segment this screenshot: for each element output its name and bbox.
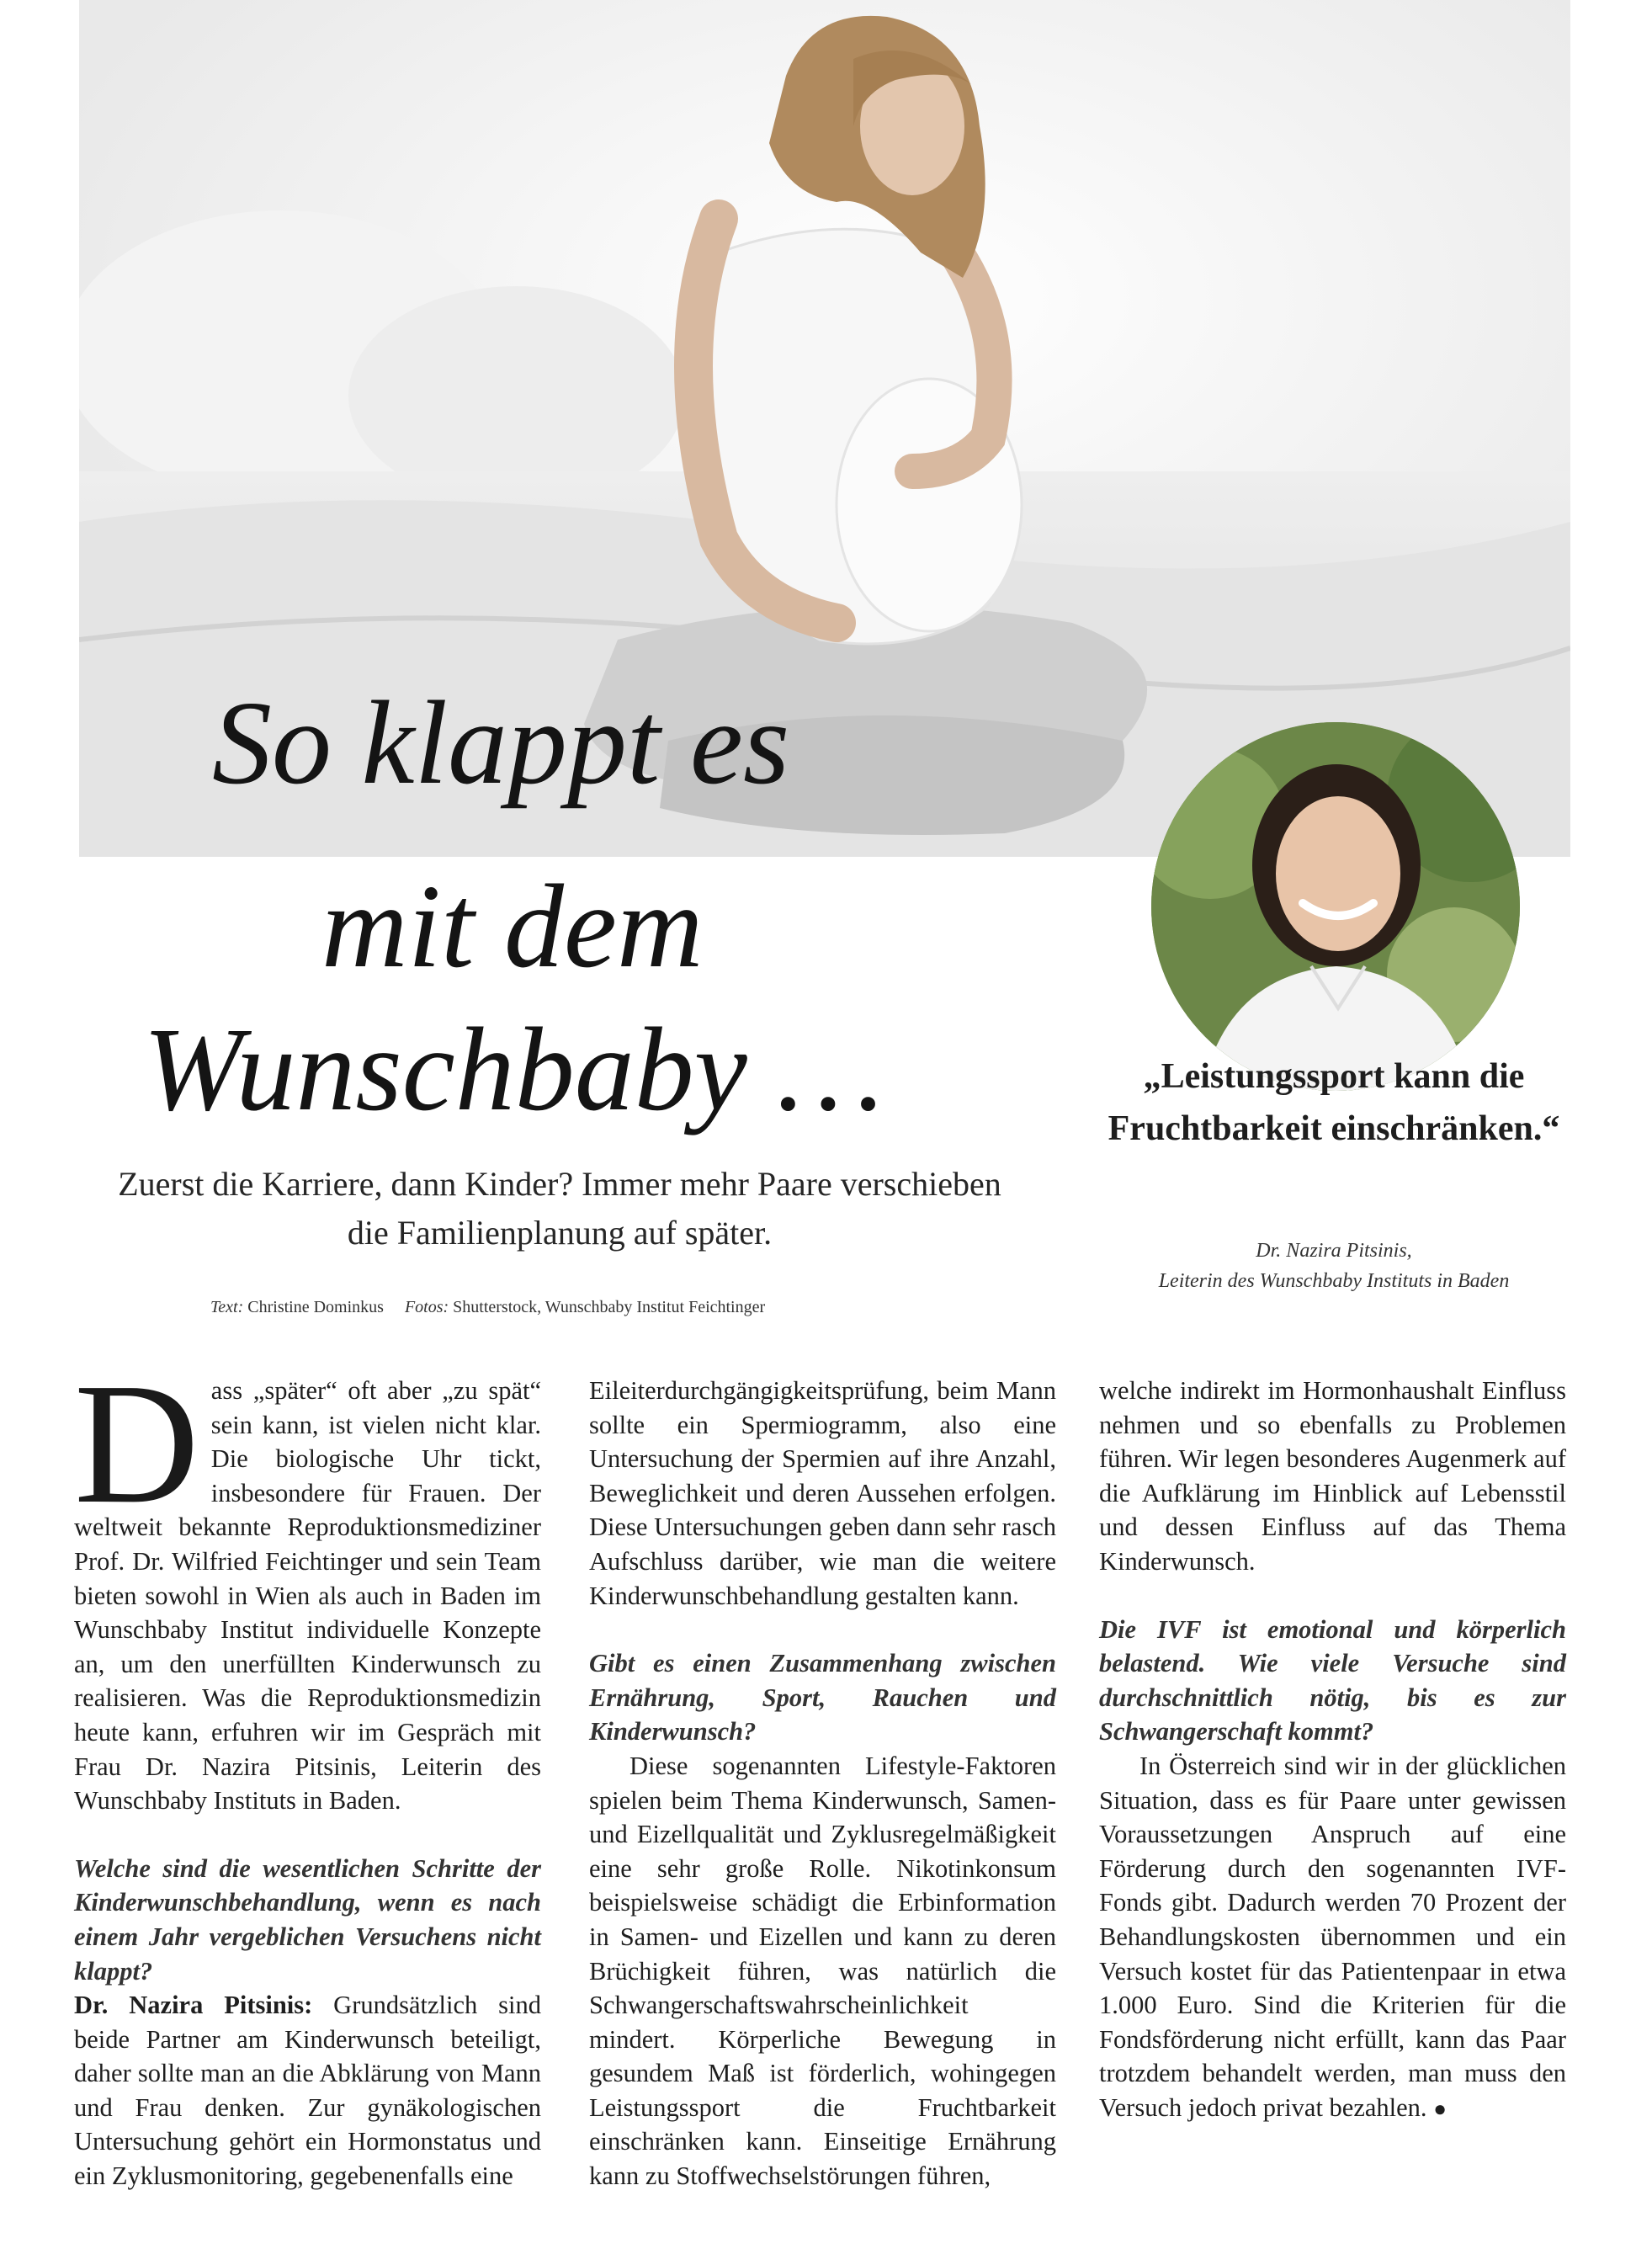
intro-text: ass „später“ oft aber „zu spät“ sein kann, ist vielen nicht klar. Die biologische Uhr tickt, insbesondere für Frauen. Der weltweit bekannte Reproduktionsmediziner Prof. Dr. Wilfried Feichtinger und sein Team bieten sowohl in Wien als auch in Baden im Wunschbaby Institut individuelle Konzepte an, um den unerfüllten Kinderwunsch zu realisieren. Was die Reproduktionsmedizin heute kann, erfuhren wir im Gespräch mit Frau Dr. Nazira Pitsinis, Leiterin des Wunschbaby Instituts in Baden. [74,1376,541,1816]
answer-1-continued [589,1374,1056,1613]
question-2: Gibt es einen Zusammenhang zwischen Ernährung, Sport, Rauchen und Kinderwunsch? [589,1649,1056,1747]
pull-quote: „Leistungssport kann die Fruchtbarkeit einschränken.“ [1108,1057,1560,1148]
answer-3 [1099,1749,1566,2127]
answer-2-continued: welche indirekt im Hormonhaushalt Einfluss nehmen und so ebenfalls zu Problemen führen. Wir legen besonderes Augenmerk auf die Aufklärung im Hinblick auf Lebensstil und dessen Einfluss auf das Thema Kinderwunsch. [1099,1376,1566,1576]
question-1: Welche sind die wesentlichen Schritte der Kinderwunschbehandlung, wenn es nach einem Jahr vergeblichen Versuchens nicht klappt? [74,1853,541,1986]
answer-3-text: In Österreich sind wir in der glücklichen Situation, dass es für Paare unter gewissen Voraussetzungen Anspruch auf eine Förderung durch den sogenannten IVF-Fonds gibt. Dadurch werden 70 Prozent der Behandlungskosten übernommen und ein Versuch kostet für das Patientenpaar in etwa 1.000 Euro. Sind die Kriterien für die Fondsförderung nicht erfüllt, kann das Paar trotzdem behandelt werden, man muss den Versuch jedoch privat bezahlen. [1099,1751,1566,2122]
credits-photos-value: Shutterstock, Wunschbaby Institut Feichtinger [453,1298,766,1316]
portrait-photo [1151,722,1520,1091]
quote-author-role: Leiterin des Wunschbaby Instituts in Baden [1158,1270,1510,1292]
article-intro [74,1347,541,1818]
drop-cap: D [74,1347,199,1539]
credits-photos-label: Fotos: [404,1298,449,1316]
answer-1-text: Grundsätzlich sind beide Partner am Kinderwunsch beteiligt, daher sollte man an die Abklärung von Mann und Frau denken. Zur gynäkologischen Untersuchung gehört ein Hormonstatus und ein Zyklusmonitoring, gegebenenfalls eine [74,1991,541,2191]
credits-text-label: Text: [210,1298,244,1316]
article-column-3 [1099,1374,1566,2126]
quote-author: Dr. Nazira Pitsinis, [1256,1240,1412,1262]
quote-attribution [1094,1236,1574,1296]
headline-line-2: mit dem [321,859,704,992]
credits-text-value: Christine Dominkus [247,1298,384,1316]
answer-1-start [74,1988,541,2193]
doctor-portrait-illustration [1151,722,1520,1091]
answer-2-text: Diese sogenannten Lifestyle-Faktoren spielen beim Thema Kinderwunsch, Samen- und Eizellqualität und Zyklusregelmäßigkeit eine sehr große Rolle. Nikotinkonsum beispielsweise schädigt die Erbinformation in Samen- und Eizellen und kann zu deren Brüchigkeit führen, was natürlich die Schwangerschaftswahrscheinlichkeit mindert. Körperliche Bewegung in gesundem Maß ist förderlich, wohingegen Leistungssport die Fruchtbarkeit einschränken kann. Einseitige Ernährung kann zu Stoffwechselstörungen führen, [589,1751,1056,2191]
answer-1-speaker: Dr. Nazira Pitsinis: [74,1991,313,2020]
answer-1-continued-text: Eileiterdurchgängigkeitsprüfung, beim Mann sollte ein Spermiogramm, also eine Untersuchung der Spermien auf ihre Anzahl, Beweglichkeit und deren Aussehen erfolgen. Diese Untersuchungen geben dann sehr rasch Aufschluss darüber, wie man die weitere Kinderwunschbehandlung gestalten kann. [589,1376,1056,1610]
subheadline: Zuerst die Karriere, dann Kinder? Immer mehr Paare verschieben die Familienplanung auf später. [118,1165,1001,1252]
question-3: Die IVF ist emotional und körperlich belastend. Wie viele Versuche sind durchschnittlich nötig, bis es zur Schwangerschaft kommt? [1099,1614,1566,1747]
end-mark: ● [1433,2096,1447,2121]
article-column-1 [74,1347,541,2193]
headline-line-3: Wunschbaby … [143,1002,884,1135]
credits [210,1298,765,1317]
headline-line-1: So klappt es [212,676,790,809]
article-column-2 [589,1374,1056,2193]
